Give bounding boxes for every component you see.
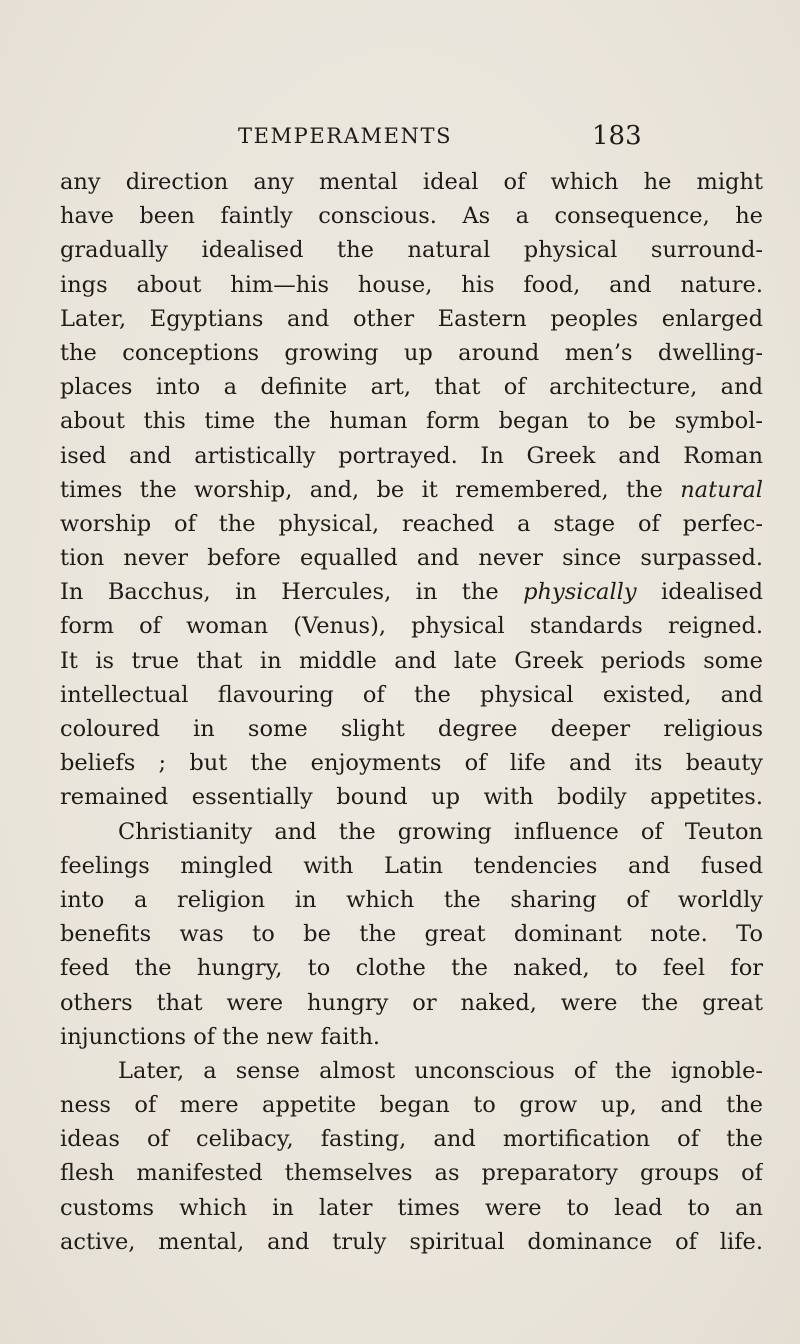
text-line: have been faintly conscious. As a consequence, he	[60, 203, 763, 230]
text-line: places into a definite art, that of architecture, and	[60, 374, 763, 401]
text-line: ings about him—his house, his food, and nature.	[60, 271, 763, 298]
page-header	[0, 116, 800, 156]
page-number: 183	[592, 121, 642, 151]
paragraph-start-line: Later, a sense almost unconscious of the ignoble-	[118, 1057, 763, 1084]
italic-word: physically	[523, 579, 637, 606]
text-line: coloured in some slight degree deeper religious	[60, 716, 763, 742]
text-line: into a religion in which the sharing of worldly	[60, 886, 763, 913]
text-line: gradually idealised the natural physical surround-	[60, 237, 763, 264]
text-line: any direction any mental ideal of which he might	[60, 169, 763, 195]
text-run: In Bacchus, in Hercules, in the	[60, 579, 524, 606]
text-line	[60, 473, 763, 507]
italic-word: natural	[680, 476, 763, 503]
text-line: form of woman (Venus), physical standards reigned.	[60, 613, 763, 640]
text-line: ideas of celibacy, fasting, and mortification of the	[60, 1126, 763, 1153]
text-line: beliefs ; but the enjoyments of life and its beauty	[60, 750, 763, 777]
paragraph-end-line: injunctions of the new faith.	[60, 1023, 381, 1050]
text-line: tion never before equalled and never since surpassed.	[60, 545, 763, 572]
body-text	[60, 165, 763, 1259]
text-line: worship of the physical, reached a stage of perfec-	[60, 510, 763, 537]
text-run: idealised	[636, 579, 763, 606]
text-line: It is true that in middle and late Greek periods some	[60, 647, 763, 674]
text-line	[60, 575, 763, 609]
running-head: TEMPERAMENTS	[238, 124, 453, 148]
text-line: intellectual flavouring of the physical existed, and	[60, 681, 763, 708]
text-line: ised and artistically portrayed. In Greek and Roman	[60, 442, 763, 469]
text-run: times the worship, and, be it remembered, the	[60, 476, 681, 503]
text-line: customs which in later times were to lead to an	[60, 1194, 763, 1221]
text-line: Later, Egyptians and other Eastern peoples enlarged	[60, 305, 763, 332]
text-line: ness of mere appetite began to grow up, and the	[60, 1092, 763, 1119]
paragraph-start-line: Christianity and the growing influence of Teuton	[118, 818, 763, 845]
text-line: active, mental, and truly spiritual dominance of life.	[60, 1228, 763, 1255]
text-line: benefits was to be the great dominant note. To	[60, 921, 763, 948]
text-line: remained essentially bound up with bodily appetites.	[60, 784, 763, 811]
text-line: the conceptions growing up around men’s dwelling-	[60, 339, 763, 366]
text-line: feelings mingled with Latin tendencies and fused	[60, 852, 763, 879]
text-line: flesh manifested themselves as preparatory groups of	[60, 1160, 763, 1187]
text-line: about this time the human form began to be symbol-	[60, 408, 763, 435]
text-line: feed the hungry, to clothe the naked, to feel for	[60, 955, 763, 982]
text-line: others that were hungry or naked, were the great	[60, 989, 763, 1016]
